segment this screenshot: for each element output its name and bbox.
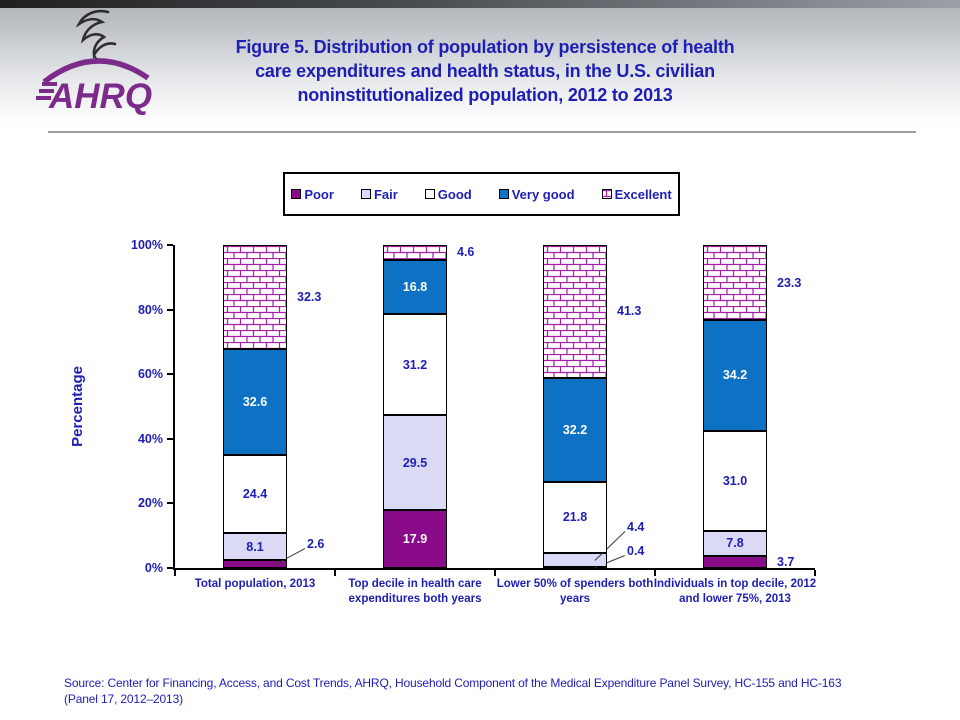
legend-item-excellent: [602, 187, 672, 202]
legend-swatch-fair: [361, 189, 371, 199]
y-tick-label: 100%: [131, 238, 163, 252]
value-label: 32.2: [562, 423, 588, 438]
svg-text:AHRQ: AHRQ: [49, 77, 153, 116]
legend-item-poor: [291, 187, 334, 202]
y-axis-tick: [167, 373, 173, 375]
x-category-label: Lower 50% of spenders both years: [496, 578, 654, 605]
header-top-strip: [0, 0, 960, 8]
y-axis-tick: [167, 502, 173, 504]
value-label: 0.4: [627, 544, 645, 559]
value-label: 4.6: [457, 245, 475, 260]
stacked-bar-chart: [131, 238, 817, 605]
legend-label-excellent: Excellent: [614, 186, 672, 202]
bar-segment-poor: [703, 556, 767, 568]
y-tick-label: 20%: [137, 496, 163, 511]
figure-title: [180, 36, 790, 108]
x-axis-tick: [494, 570, 496, 576]
y-tick-label: 60%: [137, 367, 163, 382]
figure-title-line: noninstitutionalized population, 2012 to 2013: [297, 84, 673, 105]
x-axis-tick: [654, 570, 656, 576]
figure-title-line: Figure 5. Distribution of population by persistence of health: [235, 37, 735, 57]
source-note-line: (Panel 17, 2012–2013): [64, 691, 183, 706]
y-axis-tick: [167, 567, 173, 569]
value-label: 8.1: [246, 539, 264, 554]
bar-segment-excellent: [223, 245, 287, 349]
source-note: [64, 676, 924, 707]
value-label: 16.8: [402, 279, 428, 294]
source-note-line: Source: Center for Financing, Access, and Cost Trends, AHRQ, Household Component of the Medical Expenditure Panel Survey, HC-155 and HC-163: [64, 676, 842, 690]
y-axis-tick: [167, 309, 173, 311]
legend-label-verygood: Very good: [511, 186, 575, 202]
chart-legend: [283, 172, 680, 216]
bar-segment-excellent: [543, 245, 607, 378]
value-label: 29.5: [402, 455, 428, 470]
ahrq-wordmark: [36, 61, 152, 116]
value-label: 7.8: [726, 536, 744, 551]
value-label: 32.6: [242, 394, 268, 409]
y-tick-label: 80%: [137, 302, 163, 317]
y-tick-label: 40%: [137, 431, 163, 446]
x-axis-tick: [814, 570, 816, 576]
legend-label-good: Good: [437, 186, 472, 202]
figure-title-line: care expenditures and health status, in the U.S. civilian: [255, 60, 715, 81]
hhs-eagle-icon: [79, 11, 115, 61]
value-label: 3.7: [777, 555, 795, 570]
legend-label-poor: Poor: [304, 186, 334, 202]
header-divider: [48, 131, 916, 133]
y-axis-title: Percentage: [68, 366, 86, 447]
x-axis-tick: [174, 570, 176, 576]
legend-swatch-poor: [291, 189, 301, 199]
value-label: 23.3: [777, 275, 802, 290]
bar-segment-fair: [543, 553, 607, 567]
legend-label-fair: Fair: [373, 186, 398, 202]
value-label: 31.2: [402, 357, 428, 372]
value-label: 32.3: [297, 290, 322, 305]
value-label: 4.4: [627, 519, 645, 534]
bar-segment-excellent: [383, 245, 447, 260]
x-category-label: Individuals in top decile, 2012 and lower 75%, 2013: [653, 578, 817, 605]
bar-segment-excellent: [703, 245, 767, 320]
x-axis-tick: [334, 570, 336, 576]
legend-item-good: [425, 187, 472, 202]
ahrq-logo: [36, 8, 156, 126]
value-label: 17.9: [402, 532, 428, 547]
legend-item-fair: [361, 187, 398, 202]
value-label: 2.6: [307, 536, 325, 551]
value-label: 34.2: [722, 368, 748, 383]
slide-header: [0, 0, 960, 133]
y-tick-label: 0%: [144, 561, 163, 575]
x-category-label: Top decile in health care expenditures both years: [348, 578, 482, 605]
legend-swatch-verygood: [499, 189, 509, 199]
x-category-label: Total population, 2013: [194, 578, 316, 590]
y-axis-tick: [167, 244, 173, 246]
value-label: 41.3: [617, 304, 642, 319]
value-label: 31.0: [722, 473, 748, 488]
y-axis-title-wrap: [66, 245, 88, 568]
legend-swatch-good: [425, 189, 435, 199]
value-label: 21.8: [562, 510, 588, 525]
y-axis-tick: [167, 438, 173, 440]
legend-item-verygood: [499, 187, 575, 202]
value-label: 24.4: [242, 487, 268, 502]
legend-swatch-excellent: [602, 189, 612, 199]
y-axis-line: [173, 245, 175, 570]
